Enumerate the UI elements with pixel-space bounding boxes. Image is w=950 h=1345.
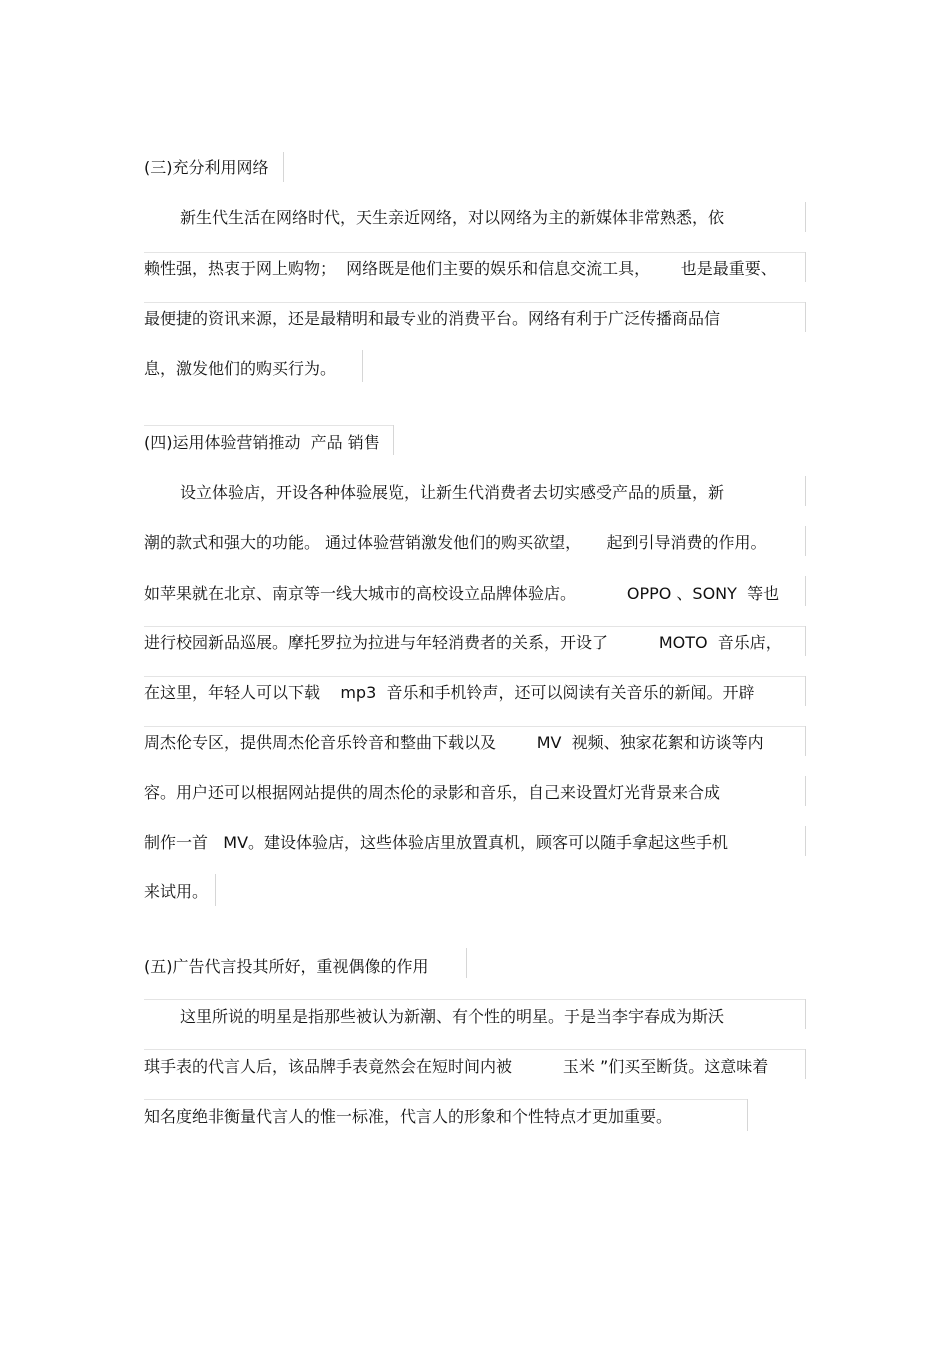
table-border: [215, 874, 216, 906]
paragraph-line: 琪手表的代言人后，该品牌手表竟然会在短时间内被 玉米 ”们买至断货。这意味着: [144, 1057, 769, 1076]
table-border: [805, 1049, 806, 1079]
table-border: [144, 1099, 748, 1100]
table-border: [393, 425, 394, 455]
table-border: [805, 252, 806, 282]
paragraph-line: 进行校园新品巡展。摩托罗拉为拉进与年轻消费者的关系，开设了 MOTO 音乐店，: [144, 633, 782, 652]
paragraph-line: 如苹果就在北京、南京等一线大城市的高校设立品牌体验店。 OPPO 、SONY 等也: [144, 584, 780, 603]
section-heading-3: (三)充分利用网络: [144, 158, 269, 177]
paragraph-line: 新生代生活在网络时代，天生亲近网络，对以网络为主的新媒体非常熟悉，依: [180, 208, 725, 227]
paragraph-line: 来试用。: [144, 882, 209, 901]
table-border: [144, 999, 806, 1000]
paragraph-line: 这里所说的明星是指那些被认为新潮、有个性的明星。于是当李宇春成为斯沃: [180, 1007, 725, 1026]
table-border: [362, 350, 363, 382]
table-border: [805, 302, 806, 332]
table-border: [805, 626, 806, 656]
table-border: [747, 1099, 748, 1131]
table-border: [805, 576, 806, 606]
table-border: [805, 676, 806, 706]
paragraph-line: 容。用户还可以根据网站提供的周杰伦的录影和音乐，自己来设置灯光背景来合成: [144, 783, 721, 802]
table-border: [144, 726, 806, 727]
table-border: [805, 202, 806, 232]
table-border: [805, 526, 806, 556]
paragraph-line: 潮的款式和强大的功能。 通过体验营销激发他们的购买欲望， 起到引导消费的作用。: [144, 533, 767, 552]
table-border: [283, 152, 284, 182]
table-border: [144, 425, 394, 426]
paragraph-line: 制作一首 MV。建设体验店，这些体验店里放置真机，顾客可以随手拿起这些手机: [144, 833, 729, 852]
paragraph-line: 最便捷的资讯来源，还是最精明和最专业的消费平台。网络有利于广泛传播商品信: [144, 309, 721, 328]
table-border: [805, 776, 806, 806]
paragraph-line: 息，激发他们的购买行为。: [144, 359, 337, 378]
paragraph-line: 赖性强，热衷于网上购物； 网络既是他们主要的娱乐和信息交流工具， 也是最重要、: [144, 259, 777, 278]
paragraph-line: 知名度绝非衡量代言人的惟一标准，代言人的形象和个性特点才更加重要。: [144, 1107, 673, 1126]
paragraph-line: 在这里，年轻人可以下载 mp3 音乐和手机铃声，还可以阅读有关音乐的新闻。开辟: [144, 683, 755, 702]
table-border: [805, 476, 806, 506]
table-border: [144, 676, 806, 677]
table-border: [144, 252, 806, 253]
table-border: [466, 948, 467, 978]
section-heading-4: (四)运用体验营销推动 产品 销售: [144, 433, 380, 452]
table-border: [805, 726, 806, 756]
paragraph-line: 设立体验店，开设各种体验展览，让新生代消费者去切实感受产品的质量，新: [180, 483, 725, 502]
table-border: [144, 302, 806, 303]
section-heading-5: (五)广告代言投其所好，重视偶像的作用: [144, 957, 429, 976]
table-border: [805, 999, 806, 1029]
table-border: [805, 826, 806, 856]
table-border: [144, 626, 806, 627]
table-border: [144, 1049, 806, 1050]
paragraph-line: 周杰伦专区，提供周杰伦音乐铃音和整曲下载以及 MV 视频、独家花絮和访谈等内: [144, 733, 764, 752]
